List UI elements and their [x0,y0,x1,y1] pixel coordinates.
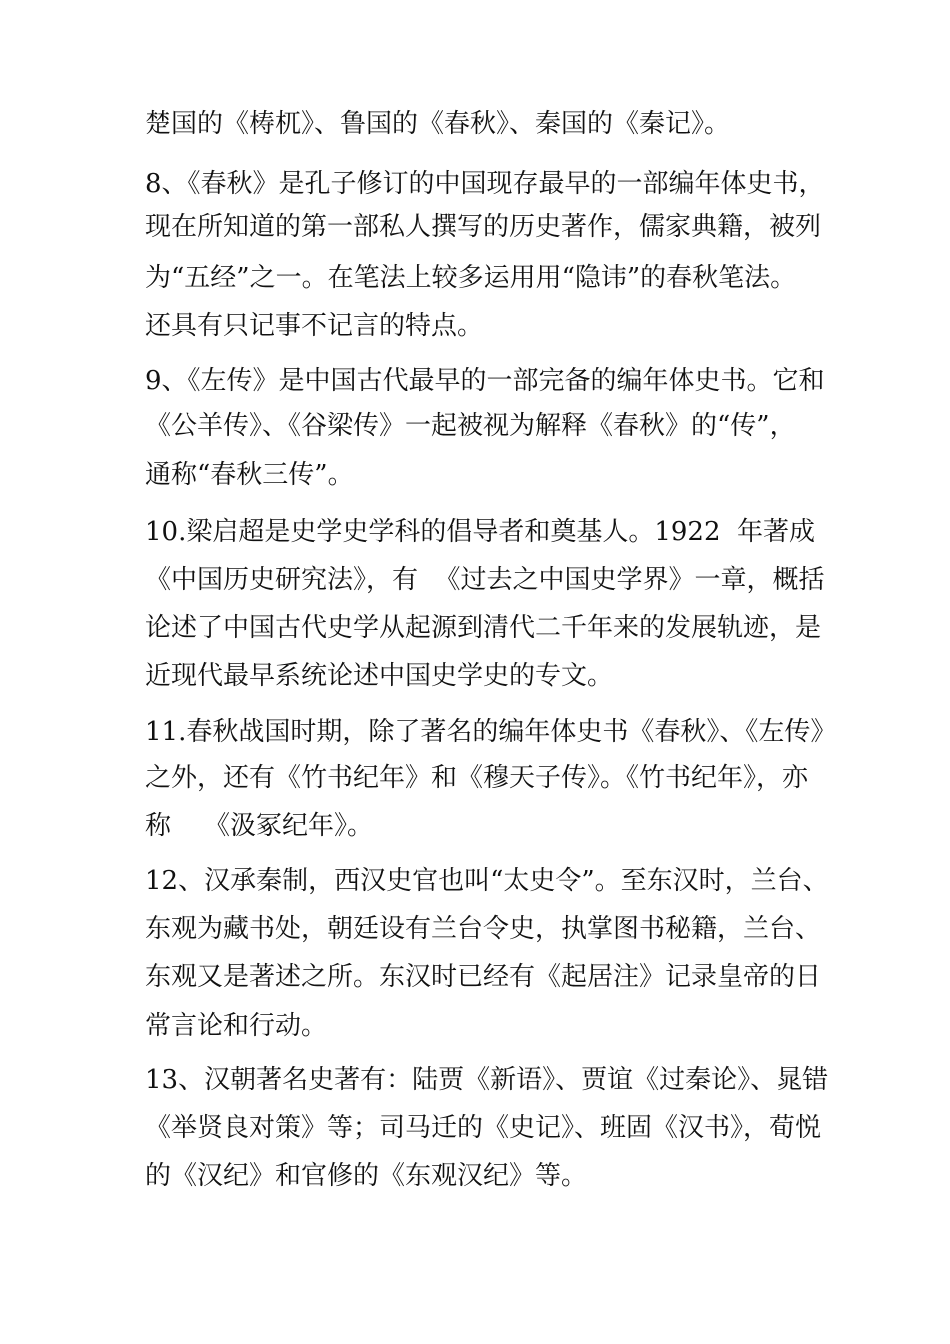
text-line: 的《汉纪》和官修的《东观汉纪》等。 [145,1161,588,1191]
text-line: 10.梁启超是史学史学科的倡导者和奠基人。1922 年著成 [145,517,816,547]
text-line: 近现代最早系统论述中国史学史的专文。 [145,661,614,691]
text-line: 13、汉朝著名史著有：陆贾《新语》、贾谊《过秦论》、晁错 [145,1065,829,1095]
text-line: 论述了中国古代史学从起源到清代二千年来的发展轨迹，是 [145,613,822,643]
text-line: 12、汉承秦制，西汉史官也叫“太史令”。至东汉时，兰台、 [145,866,829,896]
text-line: 《中国历史研究法》，有 《过去之中国史学界》一章，概括 [145,565,825,595]
text-line: 楚国的《梼杌》、鲁国的《春秋》、秦国的《秦记》。 [145,109,731,139]
text-line: 《举贤良对策》等；司马迁的《史记》、班固《汉书》，荀悦 [145,1113,822,1143]
text-line: 东观又是著述之所。东汉时已经有《起居注》记录皇帝的日 [145,962,822,992]
text-line: 东观为藏书处，朝廷设有兰台令史，执掌图书秘籍，兰台、 [145,914,822,944]
text-line: 通称“春秋三传”。 [145,460,354,490]
text-line: 常言论和行动。 [145,1011,328,1041]
text-line: 9、《左传》是中国古代最早的一部完备的编年体史书。它和 [145,366,825,396]
text-line: 《公羊传》、《谷梁传》一起被视为解释《春秋》的“传”， [145,411,796,441]
text-line: 为“五经”之一。在笔法上较多运用用“隐讳”的春秋笔法。 [145,263,797,293]
text-line: 之外，还有《竹书纪年》和《穆天子传》。《竹书纪年》，亦 [145,763,809,793]
text-line: 称 《汲冢纪年》。 [145,811,374,841]
text-line: 8、《春秋》是孔子修订的中国现存最早的一部编年体史书， [145,169,825,199]
text-line: 现在所知道的第一部私人撰写的历史著作，儒家典籍，被列 [145,212,822,242]
text-line: 还具有只记事不记言的特点。 [145,311,484,341]
text-line: 11.春秋战国时期，除了著名的编年体史书《春秋》、《左传》 [145,717,837,747]
